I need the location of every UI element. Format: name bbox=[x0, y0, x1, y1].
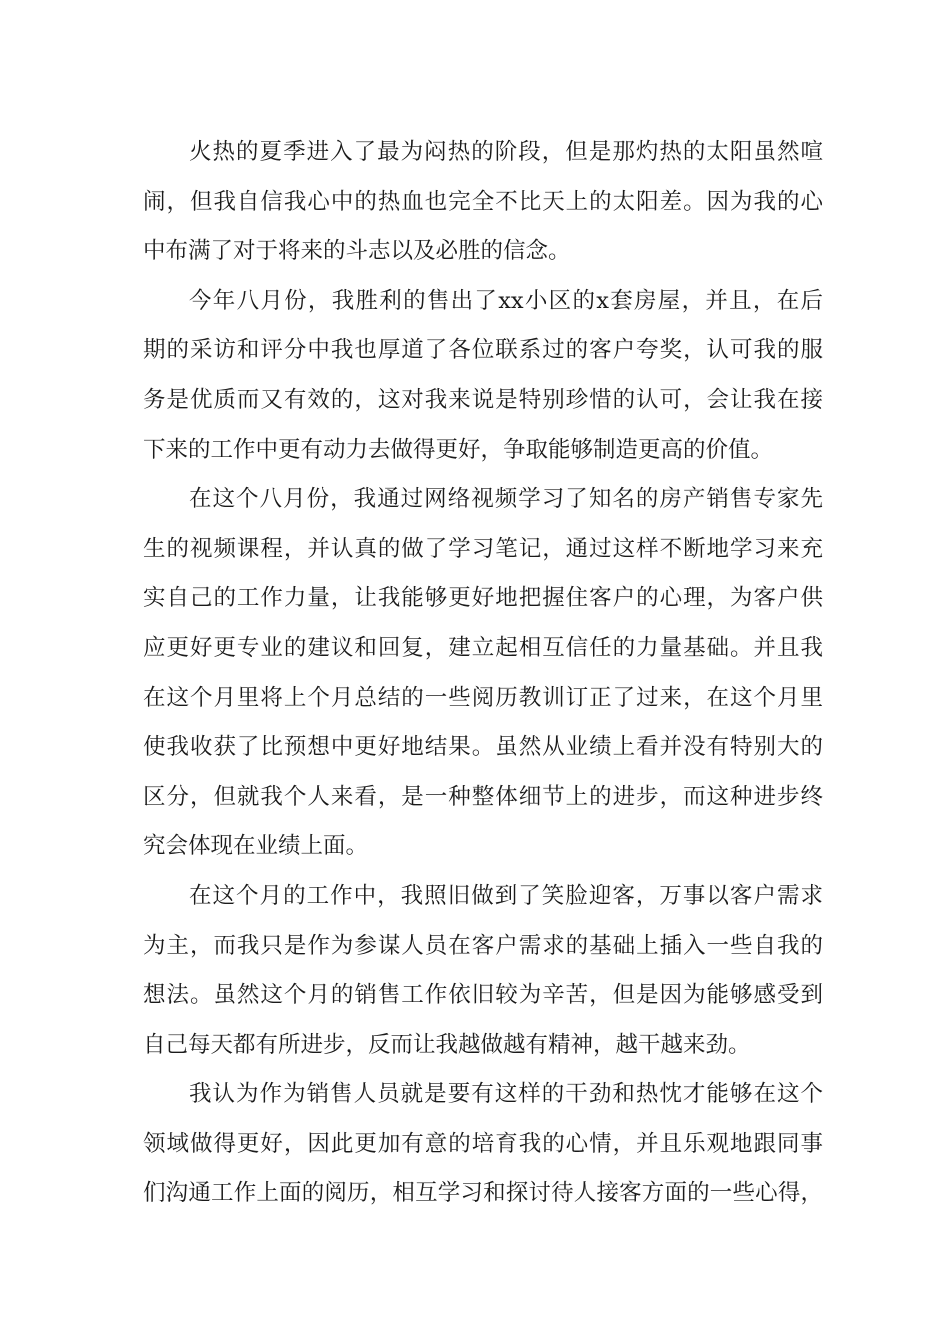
text-line: 领域做得更好，因此更加有意的培育我的心情，并且乐观地跟同事 bbox=[143, 1130, 823, 1157]
body-text bbox=[143, 128, 823, 1219]
text-line: 们沟通工作上面的阅历，相互学习和探讨待人接客方面的一些心得， bbox=[143, 1180, 823, 1207]
text-line: 区分，但就我个人来看，是一种整体细节上的进步，而这种进步终 bbox=[143, 783, 823, 810]
text-line: 究会体现在业绩上面。 bbox=[143, 833, 369, 860]
text-line: 实自己的工作力量，让我能够更好地把握住客户的心理，为客户供 bbox=[143, 585, 823, 612]
text-line: 期的采访和评分中我也厚道了各位联系过的客户夸奖，认可我的服 bbox=[143, 337, 823, 364]
text-line: 在这个月里将上个月总结的一些阅历教训订正了过来，在这个月里 bbox=[143, 684, 823, 711]
text-line: 我认为作为销售人员就是要有这样的干劲和热忱才能够在这个 bbox=[189, 1081, 823, 1108]
text-line: 下来的工作中更有动力去做得更好，争取能够制造更高的价值。 bbox=[143, 436, 774, 463]
text-line: 火热的夏季进入了最为闷热的阶段，但是那灼热的太阳虽然喧 bbox=[189, 139, 823, 165]
text-line: 在这个月的工作中，我照旧做到了笑脸迎客，万事以客户需求 bbox=[189, 882, 823, 909]
text-line: 自己每天都有所进步，反而让我越做越有精神，越干越来劲。 bbox=[143, 1031, 751, 1058]
text-line: 务是优质而又有效的，这对我来说是特别珍惜的认可，会让我在接 bbox=[143, 386, 823, 413]
text-line: 为主，而我只是作为参谋人员在客户需求的基础上插入一些自我的 bbox=[143, 932, 823, 959]
text-line: 使我收获了比预想中更好地结果。虽然从业绩上看并没有特别大的 bbox=[143, 734, 823, 761]
text-line: 今年八月份，我胜利的售出了xx小区的x套房屋，并且，在后 bbox=[189, 287, 823, 314]
text-line: 闹，但我自信我心中的热血也完全不比天上的太阳差。因为我的心 bbox=[143, 188, 823, 215]
text-line: 生的视频课程，并认真的做了学习笔记，通过这样不断地学习来充 bbox=[143, 535, 823, 562]
text-line: 中布满了对于将来的斗志以及必胜的信念。 bbox=[143, 238, 571, 265]
text-line: 想法。虽然这个月的销售工作依旧较为辛苦，但是因为能够感受到 bbox=[143, 982, 823, 1009]
text-line: 在这个八月份，我通过网络视频学习了知名的房产销售专家先 bbox=[189, 486, 823, 513]
text-line: 应更好更专业的建议和回复，建立起相互信任的力量基础。并且我 bbox=[143, 634, 823, 661]
